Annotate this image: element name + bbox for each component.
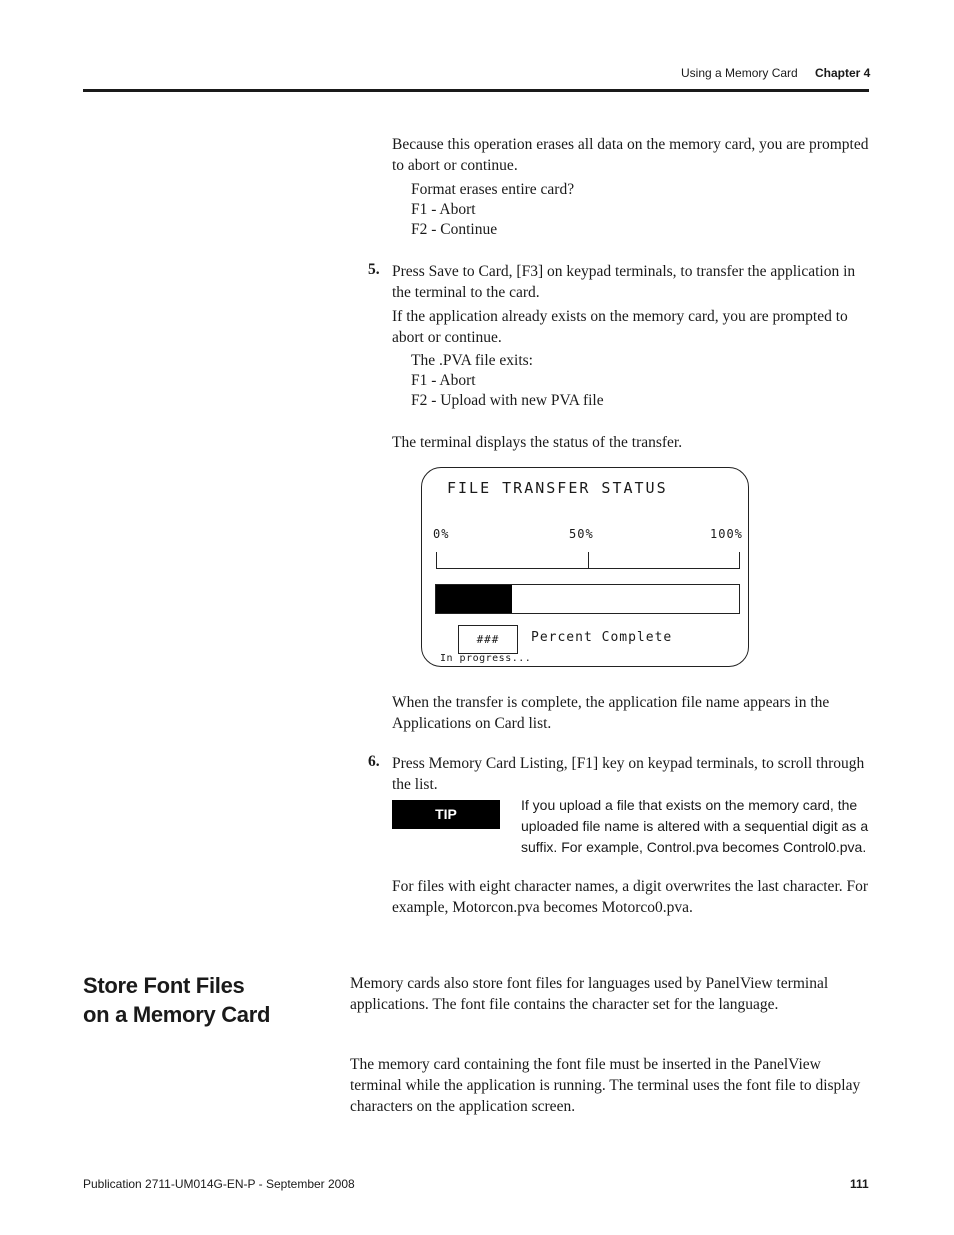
format-prompt-line: F1 - Abort [411, 201, 476, 218]
intro-paragraph: Because this operation erases all data on the memory card, you are prompted to abort or continue. [392, 136, 869, 174]
tip-line: uploaded file name is altered with a sequential digit as a [521, 818, 869, 834]
tip-line: If you upload a file that exists on the memory card, the [521, 797, 858, 813]
format-prompt-line: F2 - Continue [411, 221, 498, 238]
screen-title: FILE TRANSFER STATUS [447, 479, 668, 497]
tip-line: suffix. For example, Control.pva becomes Control0.pva. [521, 839, 867, 855]
progress-bar [435, 584, 740, 614]
progress-bar-fill [436, 585, 512, 613]
eight-char-paragraph: For files with eight character names, a digit overwrites the last character. For example, Motorcon.pva becomes Motorco0.pva. [392, 878, 869, 916]
pva-prompt-line: The .PVA file exits: [411, 352, 533, 369]
section-title-line: on a Memory Card [83, 1002, 271, 1027]
status-note: The terminal displays the status of the transfer. [392, 434, 683, 451]
complete-paragraph: When the transfer is complete, the application file name appears in the Applications on Card list. [392, 694, 830, 732]
step-text: Press Save to Card, [F3] on keypad terminals, to transfer the application in the terminal to the card. [392, 263, 856, 301]
footer-publication: Publication 2711-UM014G-EN-P - September 2008 [83, 1177, 355, 1191]
step-number: 6. [368, 753, 380, 770]
scale-tick [436, 552, 437, 569]
scale-tick [739, 552, 740, 569]
running-header-section: Using a Memory Card [681, 66, 798, 80]
format-prompt [411, 180, 574, 240]
format-prompt-line: Format erases entire card? [411, 181, 575, 198]
scale-label-100: 100% [710, 527, 743, 541]
step-number: 5. [368, 261, 380, 278]
step-text: Press Memory Card Listing, [F1] key on keypad terminals, to scroll through the list. [392, 755, 865, 793]
section-title [83, 971, 323, 1029]
percent-count-box: ### [458, 625, 518, 654]
scale-label-50: 50% [569, 527, 594, 541]
pva-prompt [411, 351, 604, 411]
scale-line [436, 568, 740, 569]
header-rule [83, 89, 869, 92]
section-paragraph: Memory cards also store font files for languages used by PanelView terminal applications. The font file contains the character set for the language. [350, 975, 829, 1013]
tip-badge: TIP [392, 800, 500, 829]
tip-text [521, 795, 871, 858]
in-progress-label: In progress... [440, 653, 532, 664]
section-title-line: Store Font Files [83, 973, 245, 998]
page-number: 111 [850, 1177, 869, 1191]
scale-label-0: 0% [433, 527, 450, 541]
pva-prompt-line: F1 - Abort [411, 372, 476, 389]
percent-complete-label: Percent Complete [531, 630, 673, 645]
section-paragraph: The memory card containing the font file must be inserted in the PanelView terminal while the application is running. The terminal uses the font file to display characters on the application screen. [350, 1056, 861, 1115]
step-followup: If the application already exists on the memory card, you are prompted to abort or continue. [392, 308, 848, 346]
pva-prompt-line: F2 - Upload with new PVA file [411, 392, 604, 409]
running-header-chapter: Chapter 4 [815, 66, 871, 80]
scale-tick [588, 552, 589, 569]
